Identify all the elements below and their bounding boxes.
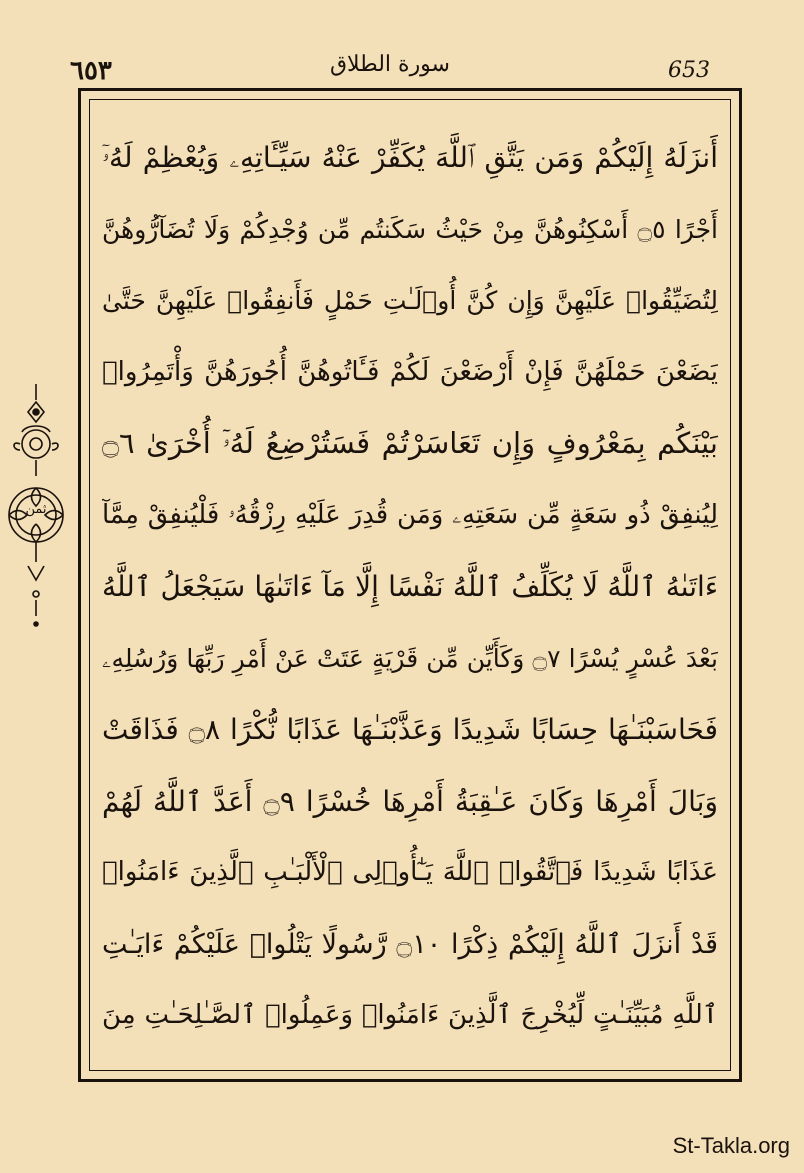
text-line: فَحَاسَبْنَـٰهَا حِسَابًا شَدِيدًا وَعَذَّبْنَـٰهَا عَذَابًا نُّكْرًا ۝٨ فَذَاقَتْ [102, 713, 718, 746]
margin-ornament [6, 380, 66, 640]
text-line: ٱللَّهِ مُبَيِّنَـٰتٍ لِّيُخْرِجَ ٱلَّذِينَ ءَامَنُوا۟ وَعَمِلُوا۟ ٱلصَّـٰلِحَـٰتِ مِنَ [102, 1000, 718, 1030]
text-line: أَجْرًا ۝٥ أَسْكِنُوهُنَّ مِنْ حَيْثُ سَكَنتُم مِّن وُجْدِكُمْ وَلَا تُضَآرُّوهُنَّ [102, 214, 718, 244]
page-number-latin: 653 [668, 58, 710, 83]
page-number-arabic: ٦٥٣ [70, 56, 112, 86]
text-line: عَذَابًا شَدِيدًا فَٱتَّقُوا۟ ٱللَّهَ يَـٰٓأُو۟لِى ٱلْأَلْبَـٰبِ ٱلَّذِينَ ءَامَنُوا۟ [102, 857, 718, 887]
text-line: بَعْدَ عُسْرٍ يُسْرًا ۝٧ وَكَأَيِّن مِّن قَرْيَةٍ عَتَتْ عَنْ أَمْرِ رَبِّهَا وَرُسُلِهِۦ [102, 643, 718, 673]
text-frame [78, 88, 742, 1082]
text-line: لِتُضَيِّقُوا۟ عَلَيْهِنَّ وَإِن كُنَّ أُو۟لَـٰتِ حَمْلٍ فَأَنفِقُوا۟ عَلَيْهِنَّ حَتَّىٰ [102, 286, 718, 315]
text-line: لِيُنفِقْ ذُو سَعَةٍ مِّن سَعَتِهِۦ وَمَن قُدِرَ عَلَيْهِ رِزْقُهُۥ فَلْيُنفِقْ مِمَّآ [102, 499, 718, 530]
text-line: ءَاتَىٰهُ ٱللَّهُ لَا يُكَلِّفُ ٱللَّهُ نَفْسًا إِلَّا مَآ ءَاتَىٰهَا سَيَجْعَلُ ٱللَّهُ [102, 570, 718, 603]
text-line: يَضَعْنَ حَمْلَهُنَّ فَإِنْ أَرْضَعْنَ لَكُمْ فَـَٔاتُوهُنَّ أُجُورَهُنَّ وَأْتَمِرُوا۟ [102, 356, 718, 387]
text-line: بَيْنَكُم بِمَعْرُوفٍ وَإِن تَعَاسَرْتُمْ فَسَتُرْضِعُ لَهُۥٓ أُخْرَىٰ ۝٦ [102, 426, 718, 460]
text-frame-inner [89, 99, 731, 1071]
page-header [60, 52, 720, 88]
text-line: أَنزَلَهُ إِلَيْكُمْ وَمَن يَتَّقِ ٱللَّهَ يُكَفِّرْ عَنْهُ سَيِّـَٔاتِهِۦ وَيُعْظِمْ لَهُۥٓ [102, 141, 718, 174]
text-line: وَبَالَ أَمْرِهَا وَكَانَ عَـٰقِبَةُ أَمْرِهَا خُسْرًا ۝٩ أَعَدَّ ٱللَّهُ لَهُمْ [102, 784, 718, 818]
quran-text [102, 122, 718, 1052]
text-line: قَدْ أَنزَلَ ٱللَّهُ إِلَيْكُمْ ذِكْرًا ۝١٠ رَّسُولًا يَتْلُوا۟ عَلَيْكُمْ ءَايَـٰتِ [102, 928, 718, 960]
surah-title: سورة الطلاق [329, 52, 450, 77]
watermark: St-Takla.org [672, 1133, 790, 1158]
margin-mark-label: ثمن [25, 502, 47, 517]
